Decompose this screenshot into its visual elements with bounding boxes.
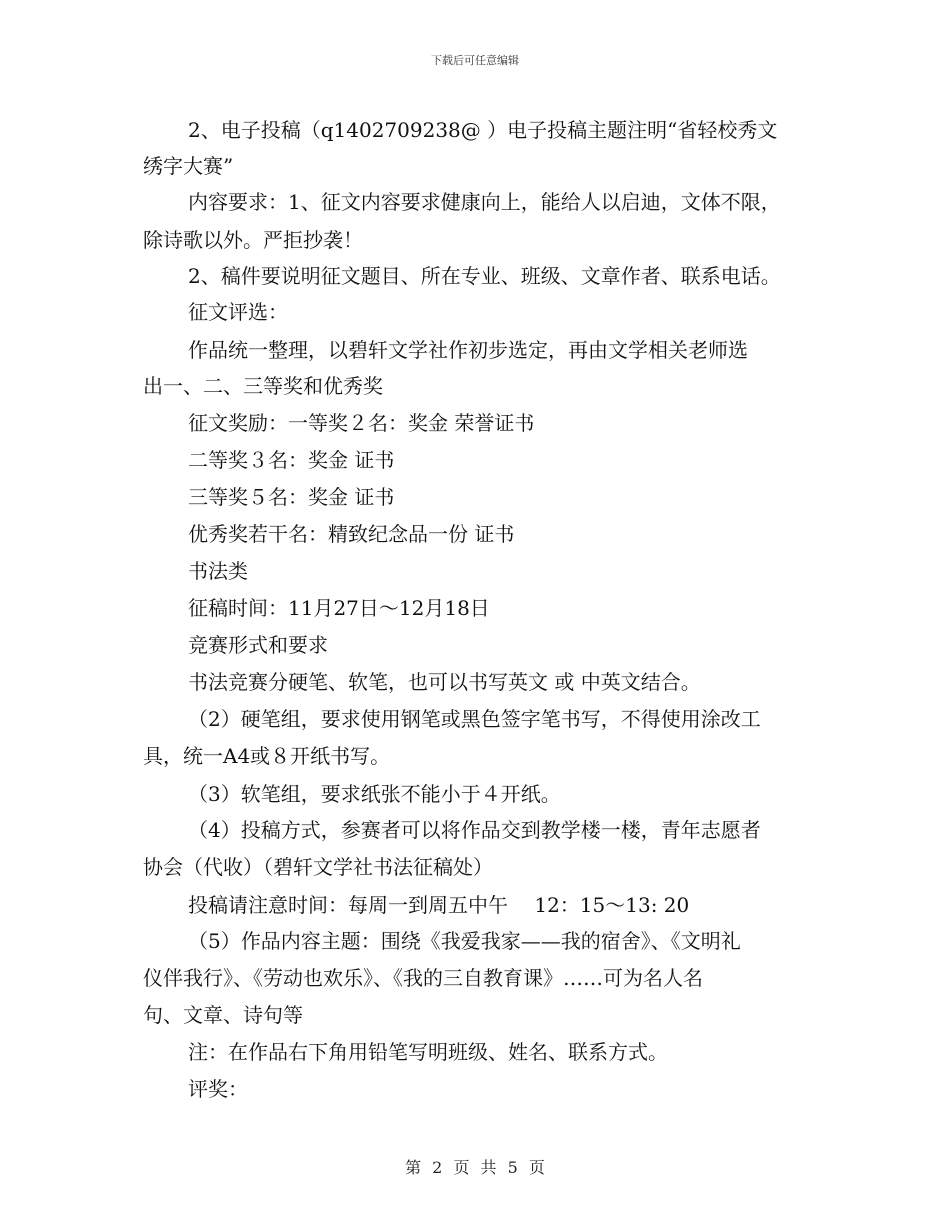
- paragraph-line: 征文奖励：一等奖２名：奖金 荣誉证书: [188, 411, 535, 435]
- paragraph-line: 2、稿件要说明征文题目、所在专业、班级、文章作者、联系电话。: [188, 264, 781, 288]
- paragraph-line: 内容要求：1、征文内容要求健康向上，能给人以启迪，文体不限，: [188, 190, 781, 214]
- paragraph-line: 仪伴我行》、《劳动也欢乐》、《我的三自教育课》……可为名人名: [143, 966, 703, 990]
- paragraph-line: 具，统一A4或８开纸书写。: [143, 744, 391, 768]
- paragraph-line: 出一、二、三等奖和优秀奖: [143, 374, 383, 398]
- paragraph-line: 2、电子投稿（q1402709238@ ）电子投稿主题注明“省轻校秀文: [188, 118, 778, 142]
- paragraph-line: 书法类: [188, 559, 248, 583]
- paragraph-line: 书法竞赛分硬笔、软笔，也可以书写英文 或 中英文结合。: [188, 670, 701, 694]
- paragraph-line: 优秀奖若干名：精致纪念品一份 证书: [188, 522, 515, 546]
- paragraph-line: （4）投稿方式，参赛者可以将作品交到教学楼一楼，青年志愿者: [188, 818, 761, 842]
- page-footer: 第 2 页 共 5 页: [405, 1158, 545, 1177]
- paragraph-line: 投稿请注意时间：每周一到周五中午 12：15～13: 20: [188, 893, 690, 917]
- paragraph-line: 注：在作品右下角用铅笔写明班级、姓名、联系方式。: [188, 1040, 668, 1064]
- paragraph-line: 二等奖３名：奖金 证书: [188, 448, 395, 472]
- paragraph-line: （3）软笔组，要求纸张不能小于４开纸。: [188, 782, 561, 806]
- page-header: 下载后可任意编辑: [431, 54, 519, 67]
- paragraph-line: 征文评选：: [188, 300, 288, 324]
- paragraph-line: 征稿时间：11月27日～12月18日: [188, 596, 490, 620]
- paragraph-line: 作品统一整理，以碧轩文学社作初步选定，再由文学相关老师选: [188, 338, 748, 362]
- paragraph-line: 三等奖５名：奖金 证书: [188, 485, 395, 509]
- paragraph-line: 句、文章、诗句等: [143, 1003, 303, 1027]
- paragraph-line: （5）作品内容主题：围绕《我爱我家——我的宿舍》、《文明礼: [188, 929, 741, 953]
- paragraph-line: 绣字大赛”: [143, 154, 234, 178]
- paragraph-line: 评奖：: [188, 1077, 248, 1101]
- paragraph-line: （2）硬笔组，要求使用钢笔或黑色签字笔书写，不得使用涂改工: [188, 707, 761, 731]
- paragraph-line: 协会（代收）（碧轩文学社书法征稿处）: [143, 855, 493, 879]
- paragraph-line: 竞赛形式和要求: [188, 633, 328, 657]
- paragraph-line: 除诗歌以外。严拒抄袭！: [143, 228, 363, 252]
